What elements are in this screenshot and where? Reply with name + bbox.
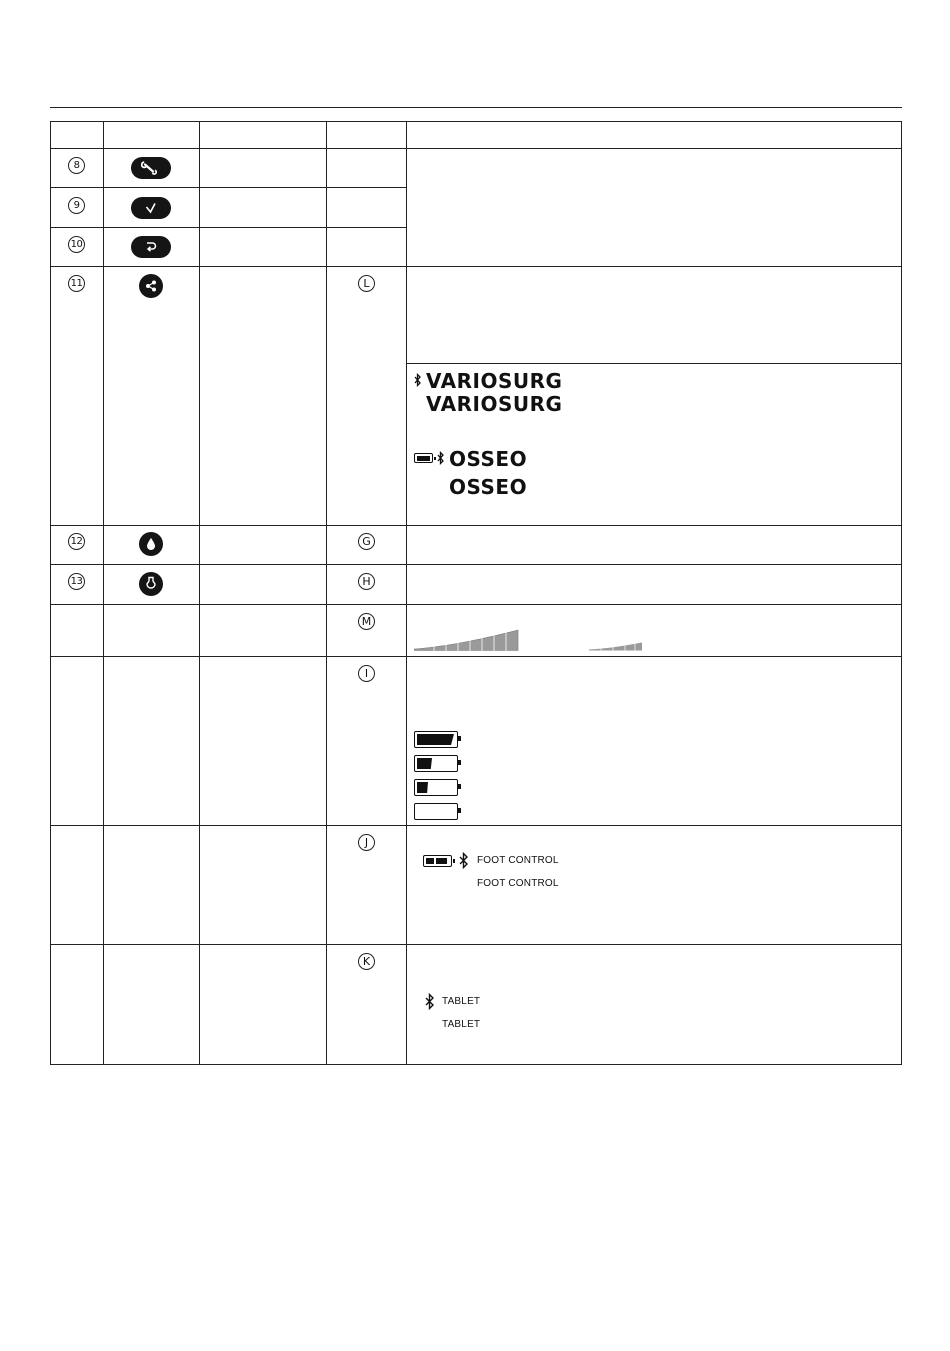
wrench-button[interactable] bbox=[131, 157, 171, 179]
row-number: 9 bbox=[68, 197, 85, 214]
table-line bbox=[103, 121, 104, 1065]
bluetooth-icon bbox=[414, 373, 422, 387]
table-line bbox=[199, 121, 200, 1065]
bluetooth-icon bbox=[437, 451, 445, 465]
battery-level-icon bbox=[414, 731, 458, 748]
device-label: TABLET bbox=[442, 1019, 481, 1030]
light-bulb-icon bbox=[145, 576, 157, 592]
device-label: FOOT CONTROL bbox=[477, 855, 559, 866]
display-letter: J bbox=[358, 834, 375, 851]
battery-level-icon bbox=[414, 779, 458, 796]
table-line bbox=[50, 121, 51, 1065]
share-button[interactable] bbox=[139, 274, 163, 298]
table-line bbox=[406, 121, 407, 1065]
device-label: TABLET bbox=[442, 996, 481, 1007]
return-arrow-icon bbox=[144, 240, 158, 254]
level-meter-icon bbox=[414, 629, 520, 651]
symbol-table bbox=[50, 121, 902, 1065]
table-line bbox=[50, 525, 902, 526]
display-letter: G bbox=[358, 533, 375, 550]
table-line bbox=[406, 363, 902, 364]
device-name: VARIOSURG bbox=[426, 392, 563, 416]
table-line bbox=[50, 604, 902, 605]
table-line bbox=[50, 656, 902, 657]
table-line bbox=[50, 944, 902, 945]
battery-level-icon bbox=[414, 803, 458, 820]
check-icon bbox=[144, 202, 158, 214]
display-letter: H bbox=[358, 573, 375, 590]
display-letter: M bbox=[358, 613, 375, 630]
return-button[interactable] bbox=[131, 236, 171, 258]
battery-icon bbox=[423, 855, 452, 867]
table-line bbox=[901, 121, 902, 1065]
check-button[interactable] bbox=[131, 197, 171, 219]
table-line bbox=[50, 564, 902, 565]
water-button[interactable] bbox=[139, 532, 163, 556]
level-meter-low-icon bbox=[589, 642, 643, 651]
header-rule bbox=[50, 107, 902, 108]
device-name: VARIOSURG bbox=[426, 369, 563, 393]
share-icon bbox=[144, 279, 158, 293]
row-number: 12 bbox=[68, 533, 85, 550]
water-drop-icon bbox=[145, 537, 157, 551]
table-line bbox=[50, 1064, 902, 1065]
row-number: 8 bbox=[68, 157, 85, 174]
battery-icon bbox=[414, 453, 433, 463]
table-line bbox=[50, 266, 902, 267]
device-name: OSSEO bbox=[449, 475, 528, 499]
device-label: FOOT CONTROL bbox=[477, 878, 559, 889]
row-number: 10 bbox=[68, 236, 85, 253]
display-letter: K bbox=[358, 953, 375, 970]
light-button[interactable] bbox=[139, 572, 163, 596]
device-name: OSSEO bbox=[449, 447, 528, 471]
wrench-icon bbox=[141, 161, 161, 175]
table-line bbox=[50, 825, 902, 826]
table-line bbox=[50, 121, 902, 122]
table-line bbox=[326, 121, 327, 1065]
bluetooth-icon bbox=[425, 993, 435, 1010]
battery-level-icon bbox=[414, 755, 458, 772]
table-line bbox=[50, 148, 902, 149]
display-letter: I bbox=[358, 665, 375, 682]
row-number: 13 bbox=[68, 573, 85, 590]
bluetooth-icon bbox=[459, 852, 469, 869]
row-number: 11 bbox=[68, 275, 85, 292]
display-letter: L bbox=[358, 275, 375, 292]
